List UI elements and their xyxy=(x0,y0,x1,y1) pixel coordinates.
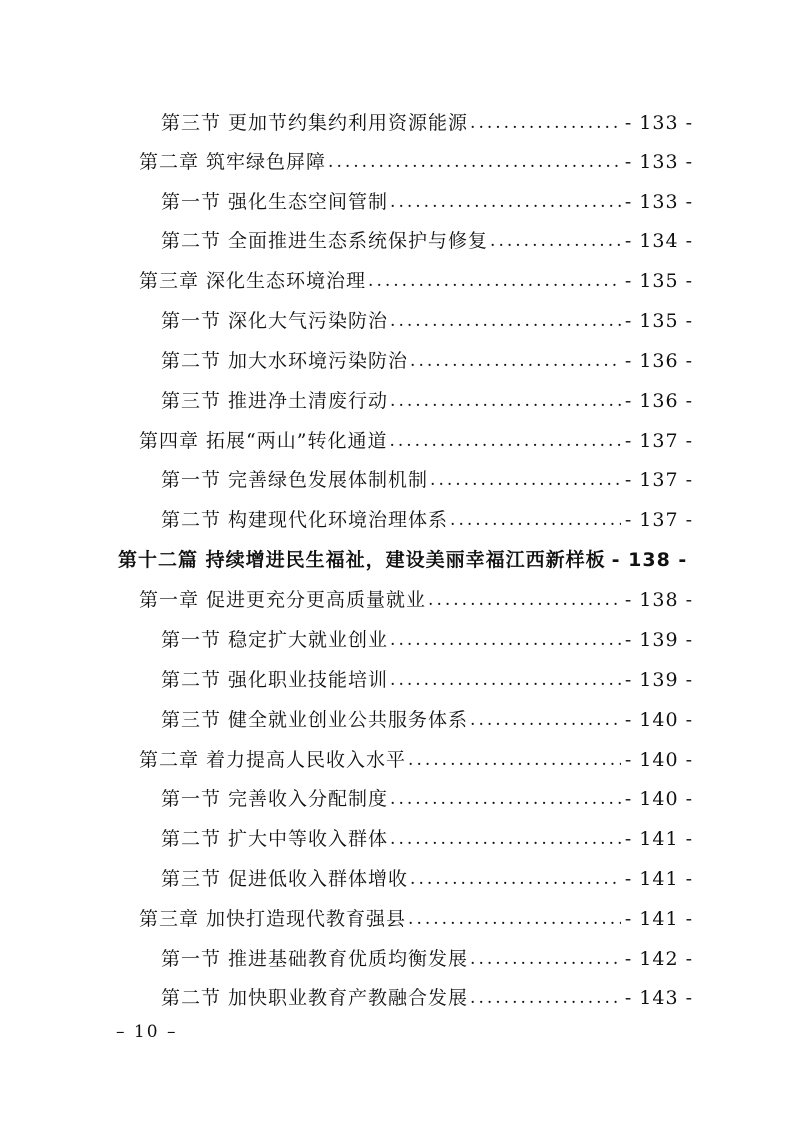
toc-entry-page: - 137 - xyxy=(624,509,693,531)
page-number: – 10 – xyxy=(116,1022,178,1042)
toc-entry-page: - 140 - xyxy=(624,709,693,731)
toc-leader-dots xyxy=(390,303,621,339)
toc-entry-title: 第三节 推进净土清废行动 xyxy=(161,390,389,412)
toc-leader-dots xyxy=(390,184,621,220)
toc-part-entry[interactable] xyxy=(118,542,693,578)
toc-entry[interactable] xyxy=(139,423,693,459)
toc-entry-title: 第二节 加快职业教育产教融合发展 xyxy=(161,987,469,1009)
toc-entry[interactable] xyxy=(139,582,693,618)
toc-entry-title: 第一节 强化生态空间管制 xyxy=(161,191,389,213)
toc-entry-title: 第二节 加大水环境污染防治 xyxy=(161,350,409,372)
toc-leader-dots xyxy=(410,343,621,379)
toc-entry-page: - 135 - xyxy=(624,270,693,292)
toc-leader-dots xyxy=(470,941,621,977)
toc-entry[interactable] xyxy=(139,144,693,180)
toc-leader-dots xyxy=(368,263,621,299)
toc-entry-page: - 142 - xyxy=(624,948,693,970)
toc-leader-dots xyxy=(470,702,621,738)
toc-entry[interactable] xyxy=(139,901,693,937)
toc-entry-title: 第一节 推进基础教育优质均衡发展 xyxy=(161,948,469,970)
toc-entry-page: - 140 - xyxy=(624,788,693,810)
toc-leader-dots xyxy=(490,223,621,259)
toc-leader-dots xyxy=(450,502,621,538)
toc-leader-dots xyxy=(390,781,621,817)
toc-entry-page: - 134 - xyxy=(624,230,693,252)
toc-entry[interactable] xyxy=(161,184,693,220)
toc-entry-title: 第二节 扩大中等收入群体 xyxy=(161,828,389,850)
toc-leader-dots xyxy=(390,622,621,658)
toc-entry-page: - 141 - xyxy=(624,828,693,850)
toc-entry-page: - 136 - xyxy=(624,390,693,412)
toc-entry-title: 第三章 深化生态环境治理 xyxy=(139,270,367,292)
toc-leader-dots xyxy=(390,383,621,419)
toc-entry-title: 第一节 深化大气污染防治 xyxy=(161,310,389,332)
toc-entry-title: 第二章 筑牢绿色屏障 xyxy=(139,151,327,173)
toc-entry-page: - 143 - xyxy=(624,987,693,1009)
toc-entry[interactable] xyxy=(161,105,693,141)
toc-entry-title: 第一节 完善绿色发展体制机制 xyxy=(161,469,429,491)
toc-entry-page: - 140 - xyxy=(624,749,693,771)
toc-entry-page: - 141 - xyxy=(624,868,693,890)
toc-entry-page: - 136 - xyxy=(624,350,693,372)
toc-entry[interactable] xyxy=(161,223,693,259)
toc-entry-title: 第三节 促进低收入群体增收 xyxy=(161,868,409,890)
toc-part-title: 第十二篇 持续增进民生福祉，建设美丽幸福江西新样板 xyxy=(118,549,606,571)
toc-entry[interactable] xyxy=(161,622,693,658)
toc-entry-page: - 133 - xyxy=(624,112,693,134)
toc-entry[interactable] xyxy=(161,343,693,379)
toc-entry[interactable] xyxy=(161,980,693,1016)
toc-leader-dots xyxy=(470,105,621,141)
toc-entry[interactable] xyxy=(161,702,693,738)
toc-entry-title: 第一章 促进更充分更高质量就业 xyxy=(139,589,427,611)
toc-entry-title: 第二章 着力提高人民收入水平 xyxy=(139,749,407,771)
toc-entry-page: - 139 - xyxy=(624,629,693,651)
toc-entry-page: - 133 - xyxy=(624,151,693,173)
toc-entry-title: 第三节 更加节约集约利用资源能源 xyxy=(161,112,469,134)
toc-entry-page: - 137 - xyxy=(624,469,693,491)
toc-entry[interactable] xyxy=(139,742,693,778)
toc-entry-title: 第二节 强化职业技能培训 xyxy=(161,669,389,691)
toc-entry[interactable] xyxy=(161,502,693,538)
toc-entry-page: - 135 - xyxy=(624,310,693,332)
toc-leader-dots xyxy=(410,861,621,897)
toc-entry-page: - 138 - xyxy=(624,589,693,611)
toc-leader-dots xyxy=(430,462,621,498)
toc-entry-title: 第三节 健全就业创业公共服务体系 xyxy=(161,709,469,731)
toc-entry-title: 第一节 完善收入分配制度 xyxy=(161,788,389,810)
toc-leader-dots xyxy=(390,662,621,698)
toc-entry-title: 第一节 稳定扩大就业创业 xyxy=(161,629,389,651)
toc-entry-title: 第二节 全面推进生态系统保护与修复 xyxy=(161,230,489,252)
toc-leader-dots xyxy=(390,821,621,857)
toc-entry-page: - 133 - xyxy=(624,191,693,213)
toc-entry[interactable] xyxy=(161,781,693,817)
toc-leader-dots xyxy=(428,582,621,618)
toc-entry[interactable] xyxy=(161,941,693,977)
toc-entry-page: - 137 - xyxy=(624,430,693,452)
toc-entry[interactable] xyxy=(161,821,693,857)
toc-entry-title: 第四章 拓展“两山”转化通道 xyxy=(139,430,388,452)
toc-leader-dots xyxy=(408,901,621,937)
toc-entry[interactable] xyxy=(161,662,693,698)
toc-leader-dots xyxy=(470,980,621,1016)
toc-entry[interactable] xyxy=(161,861,693,897)
toc-part-page: - 138 - xyxy=(611,549,688,571)
toc-leader-dots xyxy=(408,742,621,778)
toc-leader-dots xyxy=(389,423,620,459)
toc-entry-page: - 139 - xyxy=(624,669,693,691)
toc-entry-title: 第二节 构建现代化环境治理体系 xyxy=(161,509,449,531)
toc-entry-page: - 141 - xyxy=(624,908,693,930)
toc-entry[interactable] xyxy=(161,462,693,498)
toc-entry-title: 第三章 加快打造现代教育强县 xyxy=(139,908,407,930)
toc-entry[interactable] xyxy=(139,263,693,299)
toc-entry[interactable] xyxy=(161,383,693,419)
toc-entry[interactable] xyxy=(161,303,693,339)
toc-leader-dots xyxy=(328,144,621,180)
